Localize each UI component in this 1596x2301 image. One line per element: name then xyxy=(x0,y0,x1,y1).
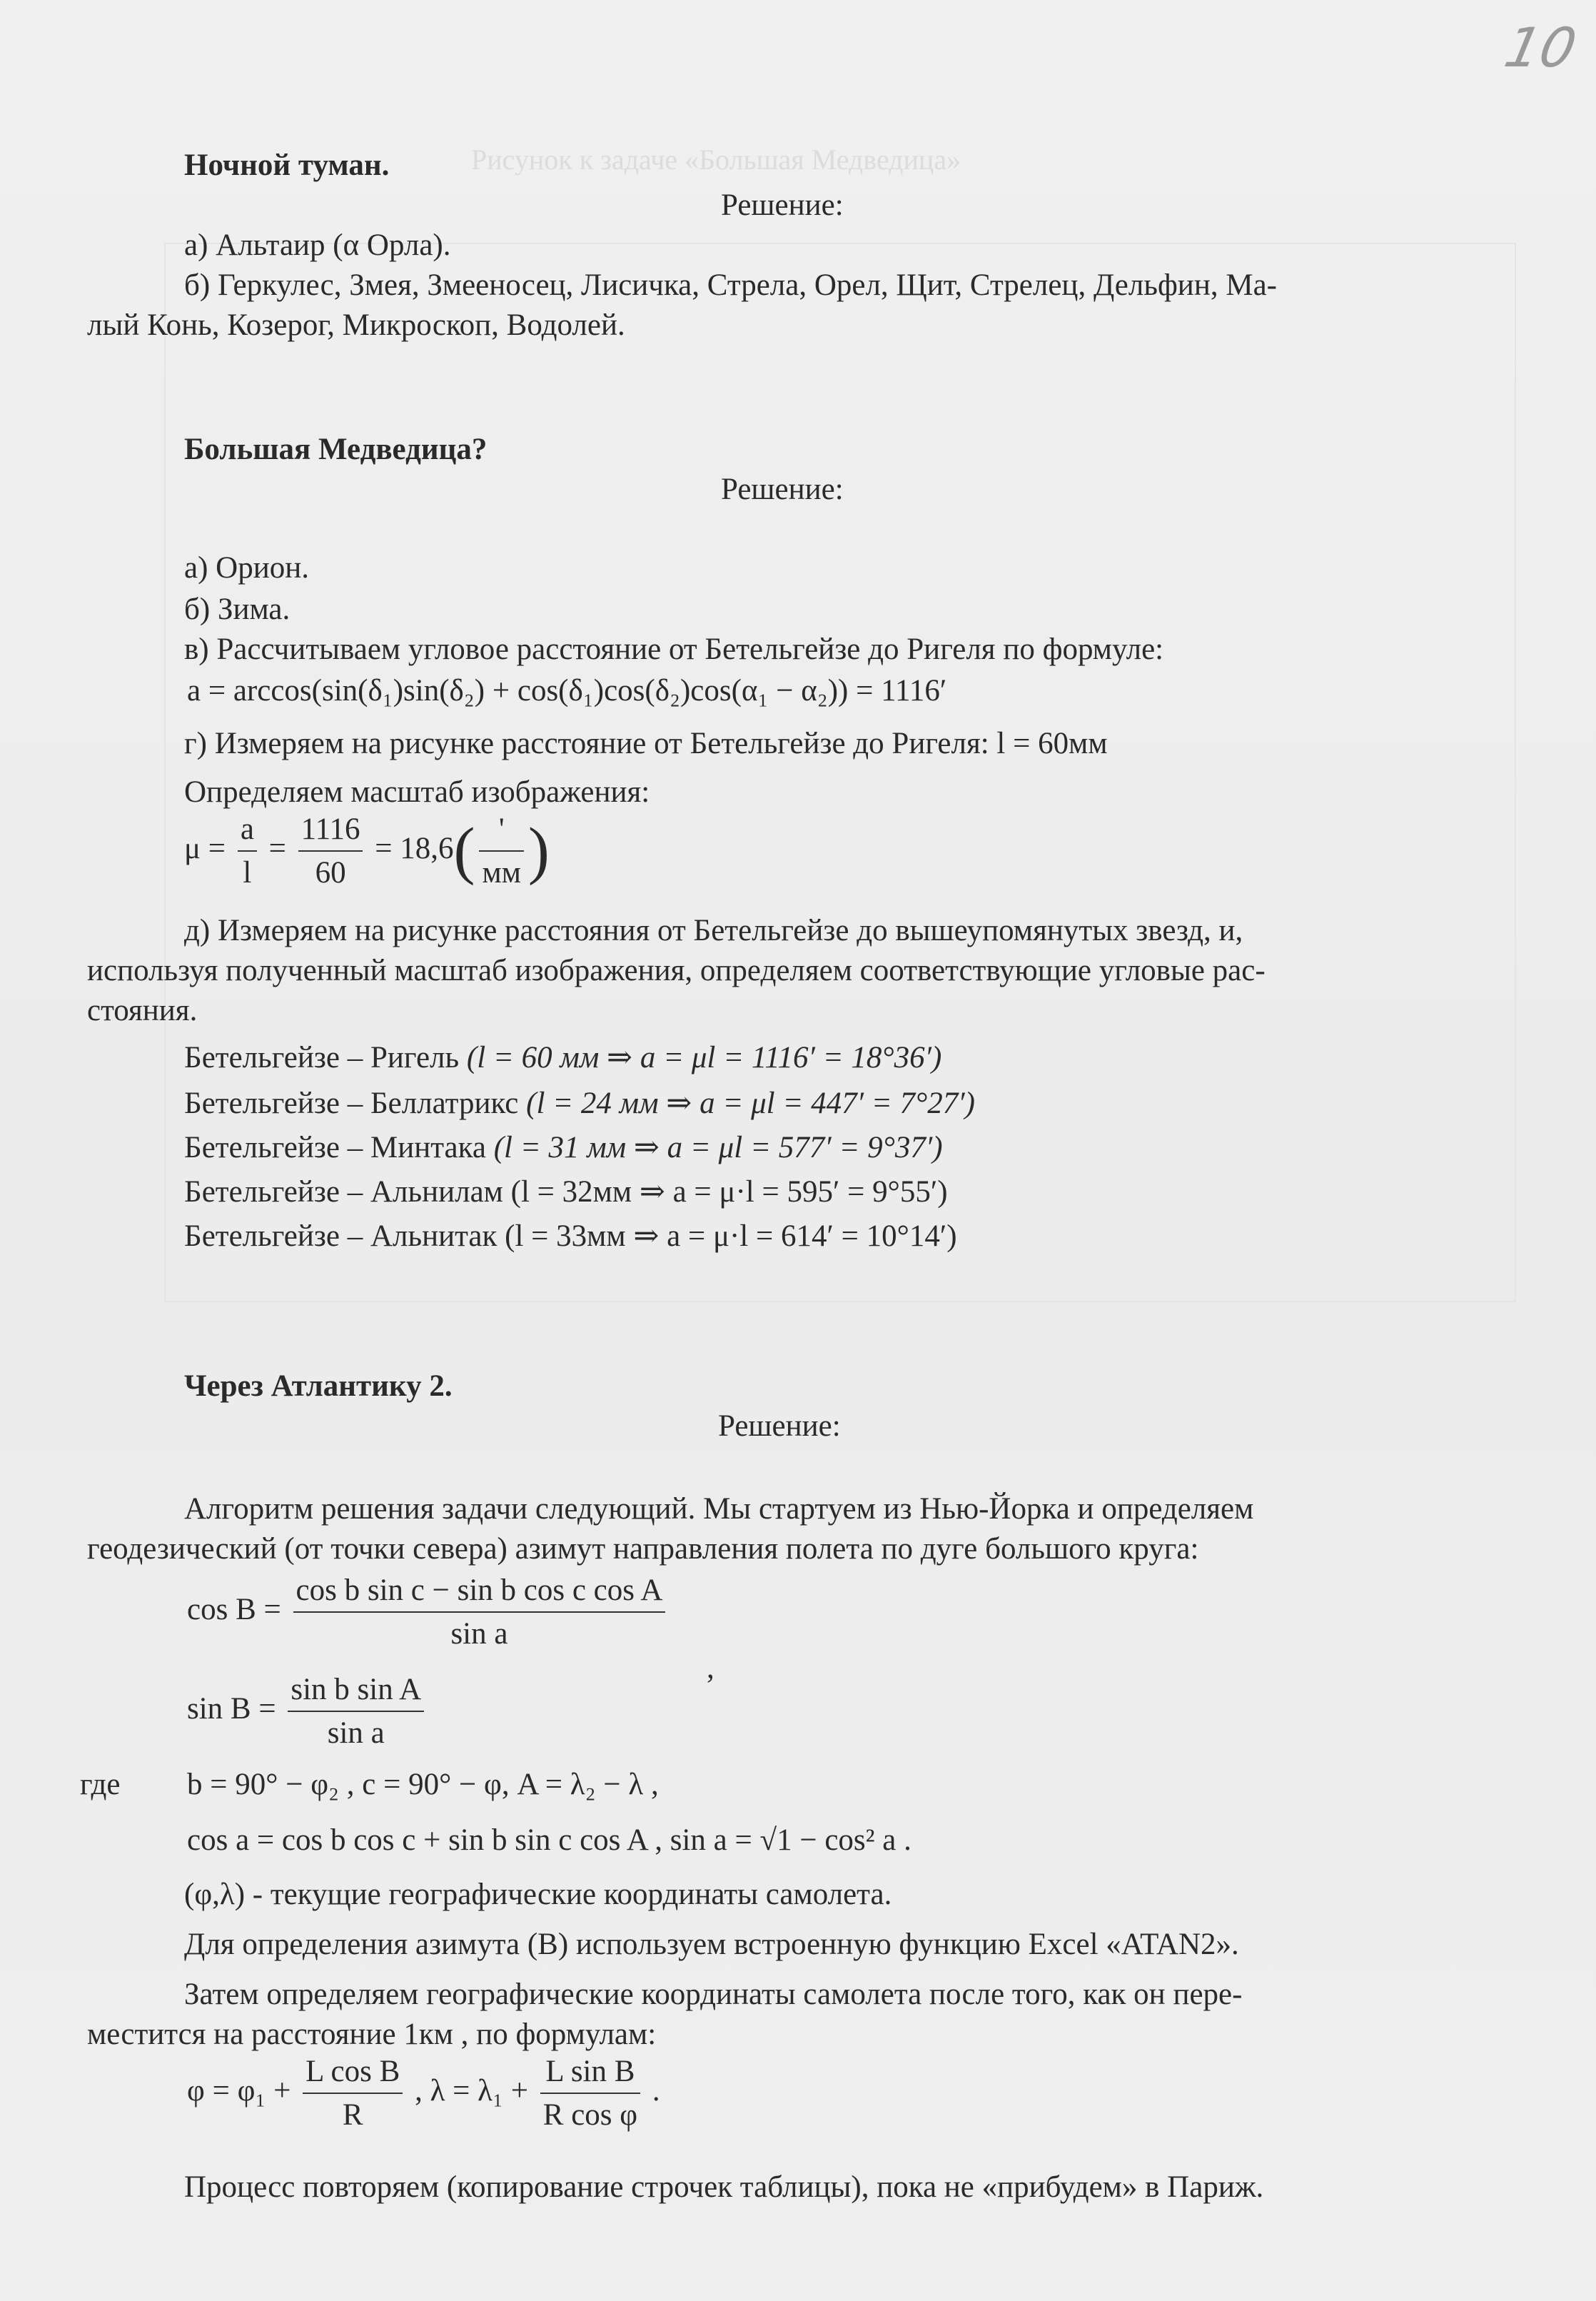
answer-b-line1: б) Геркулес, Змея, Змееносец, Лисичка, Стрела, Орел, Щит, Стрелец, Дельфин, Ма- xyxy=(184,268,1277,302)
cosa-formula: cos a = cos b cos c + sin b sin c cos A , sin a = √1 − cos² a . xyxy=(187,1823,911,1857)
cosB-fraction: $\frac{\text{cos b sin c − sin b cos c cos A}}{\text{sin a}}$ xyxy=(293,1575,666,1649)
answer-d-line2: используя полученный масштаб изображения, определяем соответствующие угловые рас- xyxy=(87,954,1266,987)
answer-b-line2: лый Конь, Козерог, Микроскоп, Водолей. xyxy=(87,308,625,342)
section-title-big-dipper: Большая Медведица? xyxy=(184,433,488,466)
phi-fraction: $\frac{\text{L cos B}}{R}$ xyxy=(303,2056,403,2130)
final-line: Процесс повторяем (копирование строчек таблицы), пока не «прибудем» в Париж. xyxy=(184,2170,1264,2204)
fraction-1116-over-60: $\frac{1116}{60}$ xyxy=(298,814,363,888)
distance-row: Бетельгейзе – Ригель (l = 60 мм ⇒ a = μl = 1116′ = 18°36′) xyxy=(184,1041,942,1074)
answer-a: а) Альтаир (α Орла). xyxy=(184,228,451,262)
intro-line2: геодезический (от точки севера) азимут направления полета по дуге большого круга: xyxy=(87,1532,1199,1566)
atan-note: Для определения азимута (B) используем встроенную функцию Excel «ATAN2». xyxy=(184,1928,1239,1961)
answer-d-line3: стояния. xyxy=(87,994,198,1027)
lambda-fraction: $\frac{\text{L sin B}}{\text{R cos φ}}$ xyxy=(540,2056,640,2130)
then-line1: Затем определяем географические координаты самолета после того, как он пере- xyxy=(184,1978,1243,2011)
mu-lhs: μ = xyxy=(184,831,226,865)
update-formula: φ = φ₁ + $\frac{\text{L cos B}}{R}$ , λ = λ₁ + $\frac{\text{L sin B}}{\text{R cos φ}}$ . xyxy=(187,2055,660,2132)
intro-line1: Алгоритм решения задачи следующий. Мы стартуем из Нью-Йорка и определяем xyxy=(184,1492,1254,1526)
solution-label: Решение: xyxy=(721,188,844,222)
sinB-formula: sin B = $\frac{\text{sin b sin A}}{\text{sin a}}$ xyxy=(187,1674,428,1748)
solution-label: Решение: xyxy=(721,473,844,506)
bleed-through-text: Рисунок к задаче «Большая Медведица» xyxy=(471,144,961,176)
answer-b: б) Зима. xyxy=(184,593,291,626)
arccos-formula: a = arccos(sin(δ₁)sin(δ₂) + cos(δ₁)cos(δ₂)cos(α₁ − α₂)) = 1116′ xyxy=(187,674,947,708)
scale-formula: μ = $\frac{a}{l}$ = $\frac{1116}{60}$ = 18,6( $\frac{'}{мм}$ ) xyxy=(184,812,550,890)
scale-intro: Определяем масштаб изображения: xyxy=(184,775,650,809)
sinB-fraction: $\frac{\text{sin b sin A}}{\text{sin a}}$ xyxy=(288,1674,424,1748)
section-title-night-fog: Ночной туман. xyxy=(184,148,390,182)
where-formula: b = 90° − φ₂ , c = 90° − φ, A = λ₂ − λ , xyxy=(187,1768,659,1801)
answer-d-line1: д) Измеряем на рисунке расстояния от Бетельгейзе до вышеупомянутых звезд, и, xyxy=(184,914,1243,947)
where-label: где xyxy=(80,1768,121,1801)
coords-note: (φ,λ) - текущие географические координаты самолета. xyxy=(184,1878,892,1911)
solution-label: Решение: xyxy=(718,1409,841,1443)
comma: , xyxy=(707,1651,714,1685)
then-line2: местится на расстояние 1км , по формулам: xyxy=(87,2018,657,2051)
section-title-atlantic: Через Атлантику 2. xyxy=(184,1369,453,1403)
distance-row: Бетельгейзе – Беллатрикс (l = 24 мм ⇒ a = μl = 447′ = 7°27′) xyxy=(184,1087,975,1120)
distance-row: Бетельгейзе – Альнилам (l = 32мм ⇒ a = μ·l = 595′ = 9°55′) xyxy=(184,1175,948,1209)
fraction-a-over-l: $\frac{a}{l}$ xyxy=(238,814,257,888)
cosB-formula: cos B = $\frac{\text{cos b sin c − sin b cos c cos A}}{\text{sin a}}$ xyxy=(187,1575,670,1649)
answer-a: а) Орион. xyxy=(184,551,309,585)
distance-row: Бетельгейзе – Минтака (l = 31 мм ⇒ a = μl = 577′ = 9°37′) xyxy=(184,1131,943,1164)
fraction-unit: $\frac{'}{мм}$ xyxy=(479,814,523,888)
distance-row: Бетельгейзе – Альнитак (l = 33мм ⇒ a = μ·l = 614′ = 10°14′) xyxy=(184,1219,957,1253)
handwritten-page-number: 10 xyxy=(1499,16,1582,79)
answer-g: г) Измеряем на рисунке расстояние от Бетельгейзе до Ригеля: l = 60мм xyxy=(184,727,1108,760)
answer-v: в) Рассчитываем угловое расстояние от Бетельгейзе до Ригеля по формуле: xyxy=(184,633,1164,666)
